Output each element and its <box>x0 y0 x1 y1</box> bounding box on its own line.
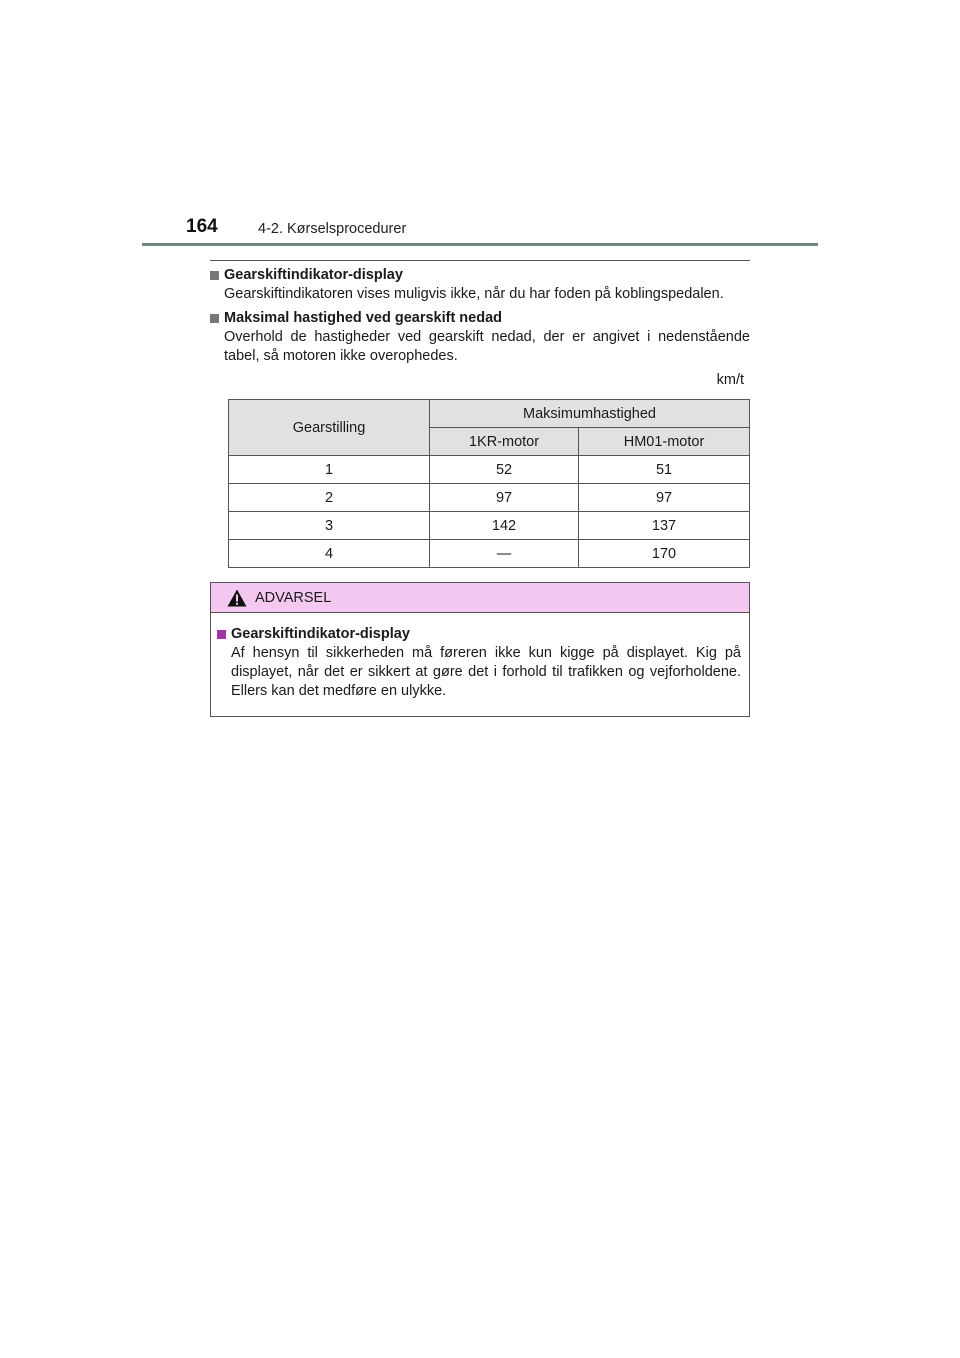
header-gear: Gearstilling <box>229 400 430 456</box>
cell-gear: 4 <box>229 540 430 568</box>
item-body: Overhold de hastigheder ved gearskift nedad, der er angivet i nedenstående tabel, så motoren ikke overophedes. <box>224 329 750 364</box>
table-row <box>229 484 750 512</box>
speed-table <box>228 399 750 568</box>
warning-body <box>211 613 749 701</box>
table-row <box>229 456 750 484</box>
table-row <box>229 512 750 540</box>
cell-gear: 3 <box>229 512 430 540</box>
item-heading <box>210 266 750 285</box>
content <box>210 266 750 390</box>
item-heading-text: Gearskiftindikator-display <box>224 267 403 283</box>
cell-gear: 2 <box>229 484 430 512</box>
table-row <box>229 540 750 568</box>
header-max-speed: Maksimumhastighed <box>430 400 750 428</box>
header-1kr: 1KR-motor <box>430 428 579 456</box>
header-hm01: HM01-motor <box>579 428 750 456</box>
cell-1kr: 142 <box>430 512 579 540</box>
warning-heading <box>217 625 741 644</box>
cell-1kr: — <box>430 540 579 568</box>
header-rule <box>142 243 818 246</box>
page-number: 164 <box>186 216 218 237</box>
content-rule <box>210 260 750 261</box>
section-title: 4-2. Kørselsprocedurer <box>258 221 407 237</box>
warning-box <box>210 582 750 717</box>
cell-hm01: 137 <box>579 512 750 540</box>
square-bullet-icon <box>217 630 226 639</box>
item-body: Gearskiftindikatoren vises muligvis ikke, når du har foden på koblingspedalen. <box>224 286 724 302</box>
cell-1kr: 97 <box>430 484 579 512</box>
cell-1kr: 52 <box>430 456 579 484</box>
item-heading-text: Maksimal hastighed ved gearskift nedad <box>224 310 503 326</box>
warning-heading-text: Gearskiftindikator-display <box>231 626 410 642</box>
square-bullet-icon <box>210 314 219 323</box>
warning-header <box>211 583 749 613</box>
warning-text: Af hensyn til sikkerheden må føreren ikke kun kigge på displayet. Kig på displayet, når det er sikkert at gøre det i forhold til trafikken og vejforholdene. Ellers kan det medføre en ulykke. <box>231 645 741 699</box>
item-max-speed <box>210 309 750 366</box>
item-gear-indicator <box>210 266 750 304</box>
cell-hm01: 51 <box>579 456 750 484</box>
cell-hm01: 97 <box>579 484 750 512</box>
cell-hm01: 170 <box>579 540 750 568</box>
item-heading <box>210 309 750 328</box>
warning-triangle-icon <box>227 589 247 607</box>
cell-gear: 1 <box>229 456 430 484</box>
unit-label: km/t <box>716 372 744 388</box>
table-header-row <box>229 400 750 428</box>
square-bullet-icon <box>210 271 219 280</box>
warning-title: ADVARSEL <box>255 589 332 606</box>
